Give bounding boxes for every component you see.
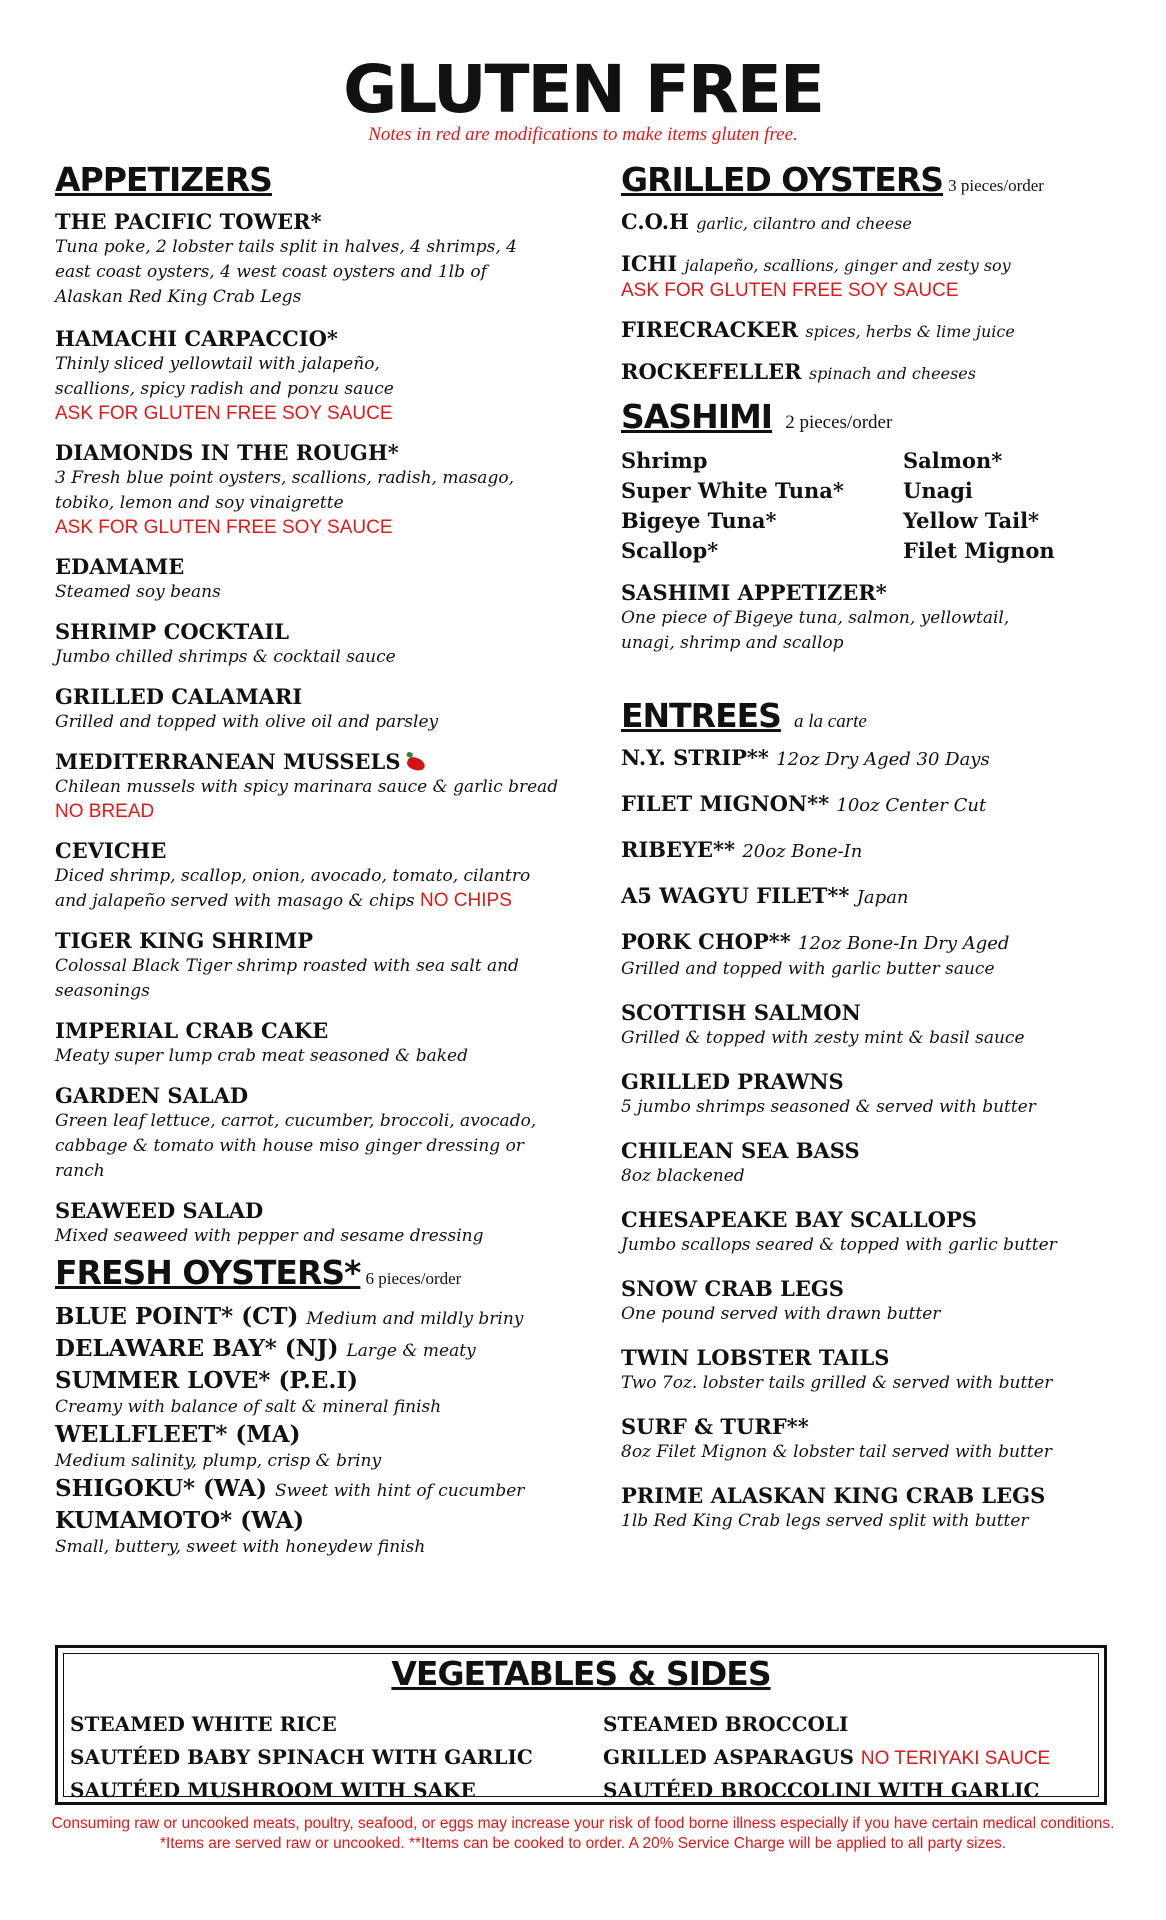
menu-item: [55, 326, 575, 426]
sashimi-header: [621, 397, 1141, 444]
side-item: SAUTÉED MUSHROOM WITH SAKE: [70, 1778, 476, 1802]
item-desc: Grilled and topped with olive oil and parsley: [55, 712, 439, 732]
menu-item: [55, 209, 575, 310]
sides-left-list: [70, 1708, 533, 1807]
item-name: PRIME ALASKAN KING CRAB LEGS: [621, 1483, 1046, 1508]
item-desc: jalapeño, scallions, ginger and zesty soy: [684, 256, 1011, 275]
sashimi-item: Yellow Tail*: [903, 508, 1040, 533]
gluten-free-note: NO TERIYAKI SAUCE: [860, 1748, 1051, 1769]
entrees-header: [621, 696, 1141, 743]
sashimi-item: Salmon*: [903, 448, 1003, 473]
gluten-free-note: ASK FOR GLUTEN FREE SOY SAUCE: [621, 280, 959, 301]
appetizers-header: [55, 160, 575, 207]
menu-item: [621, 1138, 1141, 1189]
oyster-name: BLUE POINT* (CT): [55, 1303, 299, 1330]
item-desc: spinach and cheeses: [808, 364, 976, 383]
item-desc: 10oz Center Cut: [836, 795, 987, 816]
menu-item: [621, 1000, 1141, 1051]
oyster-name: SHIGOKU* (WA): [55, 1475, 268, 1502]
item-desc: 12oz Dry Aged 30 Days: [776, 749, 990, 770]
sashimi-item: Shrimp: [621, 448, 708, 473]
side-item: STEAMED BROCCOLI: [603, 1712, 849, 1736]
menu-item: [621, 1069, 1141, 1120]
item-name: TWIN LOBSTER TAILS: [621, 1345, 890, 1370]
sides-heading: VEGETABLES & SIDES: [391, 1654, 771, 1693]
menu-item: [621, 209, 1141, 237]
item-name-row: [621, 883, 1141, 911]
footer-line-1: Consuming raw or uncooked meats, poultry, seafood, or eggs may increase your risk of food borne illness especially if you have certain medical conditions.: [51, 1815, 1115, 1832]
item-name: A5 WAGYU FILET**: [621, 883, 850, 908]
item-name: IMPERIAL CRAB CAKE: [55, 1018, 329, 1043]
item-name: DIAMONDS IN THE ROUGH*: [55, 440, 399, 465]
menu-item: [55, 440, 575, 540]
menu-item: [621, 745, 1141, 773]
sides-box-inner: [63, 1653, 1099, 1802]
item-name-row: [621, 745, 1141, 773]
menu-item: [621, 359, 1141, 387]
gluten-free-note: ASK FOR GLUTEN FREE SOY SAUCE: [55, 517, 393, 538]
item-desc: Chilean mussels with spicy marinara sauce & garlic bread: [55, 777, 559, 797]
oyster-name: DELAWARE BAY* (NJ): [55, 1335, 339, 1362]
oyster-name: SUMMER LOVE* (P.E.I): [55, 1367, 359, 1394]
item-name-row: [621, 209, 1141, 237]
sashimi-grid: [621, 446, 1141, 566]
item-name: GARDEN SALAD: [55, 1083, 249, 1108]
page-title: GLUTEN FREE: [343, 51, 823, 128]
item-desc: One piece of Bigeye tuna, salmon, yellowtail, unagi, shrimp and scallop: [621, 608, 1010, 653]
oyster-item: [55, 1302, 575, 1334]
gluten-free-note: ASK FOR GLUTEN FREE SOY SAUCE: [55, 403, 393, 424]
menu-item: [621, 837, 1141, 865]
item-desc: Meaty super lump crab meat seasoned & baked: [55, 1046, 468, 1066]
item-desc-row: [55, 864, 545, 914]
item-desc: 12oz Bone-In Dry Aged: [798, 933, 1010, 954]
menu-item: [55, 838, 575, 914]
item-name-row: [621, 837, 1141, 865]
menu-item: [621, 580, 1141, 656]
oyster-list: [55, 1302, 575, 1560]
item-desc: spices, herbs & lime juice: [805, 322, 1015, 341]
item-desc: Tuna poke, 2 lobster tails split in halves, 4 shrimps, 4 east coast oysters, 4 west coast oysters and 1lb of Alaskan Red King Crab Legs: [55, 237, 517, 307]
item-name-row: [621, 251, 1141, 279]
item-name: TIGER KING SHRIMP: [55, 928, 313, 953]
item-desc: 8oz Filet Mignon & lobster tail served with butter: [621, 1442, 1052, 1462]
item-name: EDAMAME: [55, 554, 185, 579]
oyster-desc: Medium and mildly briny: [306, 1309, 524, 1329]
item-name: THE PACIFIC TOWER*: [55, 209, 322, 234]
menu-item: [55, 1198, 575, 1249]
oyster-desc: Small, buttery, sweet with honeydew finish: [55, 1537, 426, 1557]
item-name: GRILLED PRAWNS: [621, 1069, 844, 1094]
appetizers-heading: APPETIZERS: [55, 160, 272, 199]
oyster-desc: Medium salinity, plump, crisp & briny: [55, 1451, 382, 1471]
menu-item: [55, 619, 575, 670]
footer-disclaimer: [0, 1814, 1166, 1854]
entrees-note: a la carte: [794, 711, 867, 732]
oyster-item: [55, 1474, 575, 1506]
item-name: HAMACHI CARPACCIO*: [55, 326, 338, 351]
item-name: N.Y. STRIP**: [621, 745, 769, 770]
grilled-oysters-header: [621, 160, 1141, 207]
sides-header: [64, 1654, 1098, 1694]
item-desc: Diced shrimp, scallop, onion, avocado, tomato, cilantro and jalapeño served with masago & chips: [55, 866, 531, 911]
item-name: FILET MIGNON**: [621, 791, 830, 816]
item-desc: Mixed seaweed with pepper and sesame dressing: [55, 1226, 484, 1246]
fresh-oysters-note: 6 pieces/order: [365, 1269, 462, 1288]
item-desc: Colossal Black Tiger shrimp roasted with sea salt and seasonings: [55, 956, 519, 1001]
item-desc: Grilled & topped with zesty mint & basil sauce: [621, 1028, 1025, 1048]
item-name-row: [621, 317, 1141, 345]
oyster-name: KUMAMOTO* (WA): [55, 1507, 305, 1534]
side-item: SAUTÉED BROCCOLINI WITH GARLIC: [603, 1778, 1040, 1802]
grilled-oysters-heading: GRILLED OYSTERS: [621, 160, 944, 199]
item-name: FIRECRACKER: [621, 317, 799, 342]
item-name: SASHIMI APPETIZER*: [621, 580, 887, 605]
menu-item: [621, 251, 1141, 303]
entrees-heading: ENTREES: [621, 696, 781, 735]
item-desc: 5 jumbo shrimps seasoned & served with butter: [621, 1097, 1036, 1117]
item-name: RIBEYE**: [621, 837, 735, 862]
item-desc: Jumbo chilled shrimps & cocktail sauce: [55, 647, 396, 667]
gluten-free-note: NO CHIPS: [420, 890, 512, 911]
menu-item: [621, 883, 1141, 911]
sashimi-item: Super White Tuna*: [621, 478, 844, 503]
left-column: [55, 160, 575, 1560]
fresh-oysters-heading: FRESH OYSTERS*: [55, 1253, 361, 1292]
menu-item: [55, 749, 575, 824]
item-name: CEVICHE: [55, 838, 167, 863]
chili-pepper-icon: [405, 755, 426, 772]
item-desc: garlic, cilantro and cheese: [696, 214, 912, 233]
fresh-oysters-header: [55, 1253, 575, 1300]
menu-item: [621, 317, 1141, 345]
item-name: SEAWEED SALAD: [55, 1198, 264, 1223]
item-desc: 8oz blackened: [621, 1166, 745, 1186]
item-name: CHESAPEAKE BAY SCALLOPS: [621, 1207, 977, 1232]
item-name: SNOW CRAB LEGS: [621, 1276, 844, 1301]
item-name: MEDITERRANEAN MUSSELS: [55, 749, 401, 774]
menu-item: [55, 1018, 575, 1069]
item-name-row: [55, 749, 575, 775]
item-name-row: [621, 929, 1141, 957]
item-name: SURF & TURF**: [621, 1414, 809, 1439]
grilled-oysters-note: 3 pieces/order: [948, 176, 1044, 195]
item-desc: Japan: [856, 887, 909, 908]
menu-item: [621, 791, 1141, 819]
item-name: ICHI: [621, 251, 678, 276]
item-name: SHRIMP COCKTAIL: [55, 619, 289, 644]
item-desc: Green leaf lettuce, carrot, cucumber, broccoli, avocado, cabbage & tomato with house miso ginger dressing or ranch: [55, 1111, 537, 1181]
oyster-item: [55, 1334, 575, 1366]
menu-item: [55, 684, 575, 735]
side-item-row: [603, 1741, 1050, 1774]
page-subtitle: Notes in red are modifications to make items gluten free.: [368, 124, 798, 145]
menu-item: [621, 1483, 1141, 1534]
menu-item: [621, 1207, 1141, 1258]
menu-item: [55, 1083, 575, 1184]
menu-item: [621, 1345, 1141, 1396]
sashimi-note: 2 pieces/order: [785, 412, 893, 433]
side-item: GRILLED ASPARAGUS: [603, 1745, 854, 1769]
side-item: STEAMED WHITE RICE: [70, 1712, 337, 1736]
sashimi-item: Bigeye Tuna*: [621, 508, 777, 533]
oyster-desc: Large & meaty: [346, 1341, 476, 1361]
sashimi-item: Unagi: [903, 478, 973, 503]
menu-item: [55, 928, 575, 1004]
side-item: SAUTÉED BABY SPINACH WITH GARLIC: [70, 1745, 533, 1769]
item-name: GRILLED CALAMARI: [55, 684, 303, 709]
item-name: PORK CHOP**: [621, 929, 791, 954]
item-name: C.O.H: [621, 209, 689, 234]
item-desc: 3 Fresh blue point oysters, scallions, radish, masago, tobiko, lemon and soy vinaigrette: [55, 468, 514, 513]
menu-item: [621, 1414, 1141, 1465]
gluten-free-note: NO BREAD: [55, 801, 155, 822]
menu-item: [55, 554, 575, 605]
oyster-desc: Sweet with hint of cucumber: [275, 1481, 525, 1501]
item-name: SCOTTISH SALMON: [621, 1000, 861, 1025]
footer-line-2: *Items are served raw or uncooked. **Items can be cooked to order. A 20% Service Charge will be applied to all party sizes.: [159, 1835, 1007, 1852]
item-desc: Thinly sliced yellowtail with jalapeño, scallions, spicy radish and ponzu sauce: [55, 354, 394, 399]
item-desc: Jumbo scallops seared & topped with garlic butter: [621, 1235, 1057, 1255]
item-desc: 1lb Red King Crab legs served split with butter: [621, 1511, 1029, 1531]
item-desc: 20oz Bone-In: [742, 841, 863, 862]
menu-item: [621, 929, 1141, 982]
sides-box: [55, 1645, 1107, 1805]
item-desc: Grilled and topped with garlic butter sauce: [621, 959, 995, 979]
item-desc: One pound served with drawn butter: [621, 1304, 941, 1324]
oyster-name: WELLFLEET* (MA): [55, 1421, 301, 1448]
item-name-row: [621, 791, 1141, 819]
oyster-desc: Creamy with balance of salt & mineral finish: [55, 1397, 442, 1417]
item-name: CHILEAN SEA BASS: [621, 1138, 860, 1163]
item-desc: Steamed soy beans: [55, 582, 221, 602]
item-name-row: [621, 359, 1141, 387]
item-name: ROCKEFELLER: [621, 359, 802, 384]
sashimi-heading: SASHIMI: [621, 397, 773, 436]
sashimi-item: Scallop*: [621, 538, 719, 563]
right-column: [621, 160, 1141, 1534]
menu-item: [621, 1276, 1141, 1327]
sides-right-list: [603, 1708, 1050, 1807]
sashimi-item: Filet Mignon: [903, 538, 1055, 563]
item-desc: Two 7oz. lobster tails grilled & served with butter: [621, 1373, 1053, 1393]
